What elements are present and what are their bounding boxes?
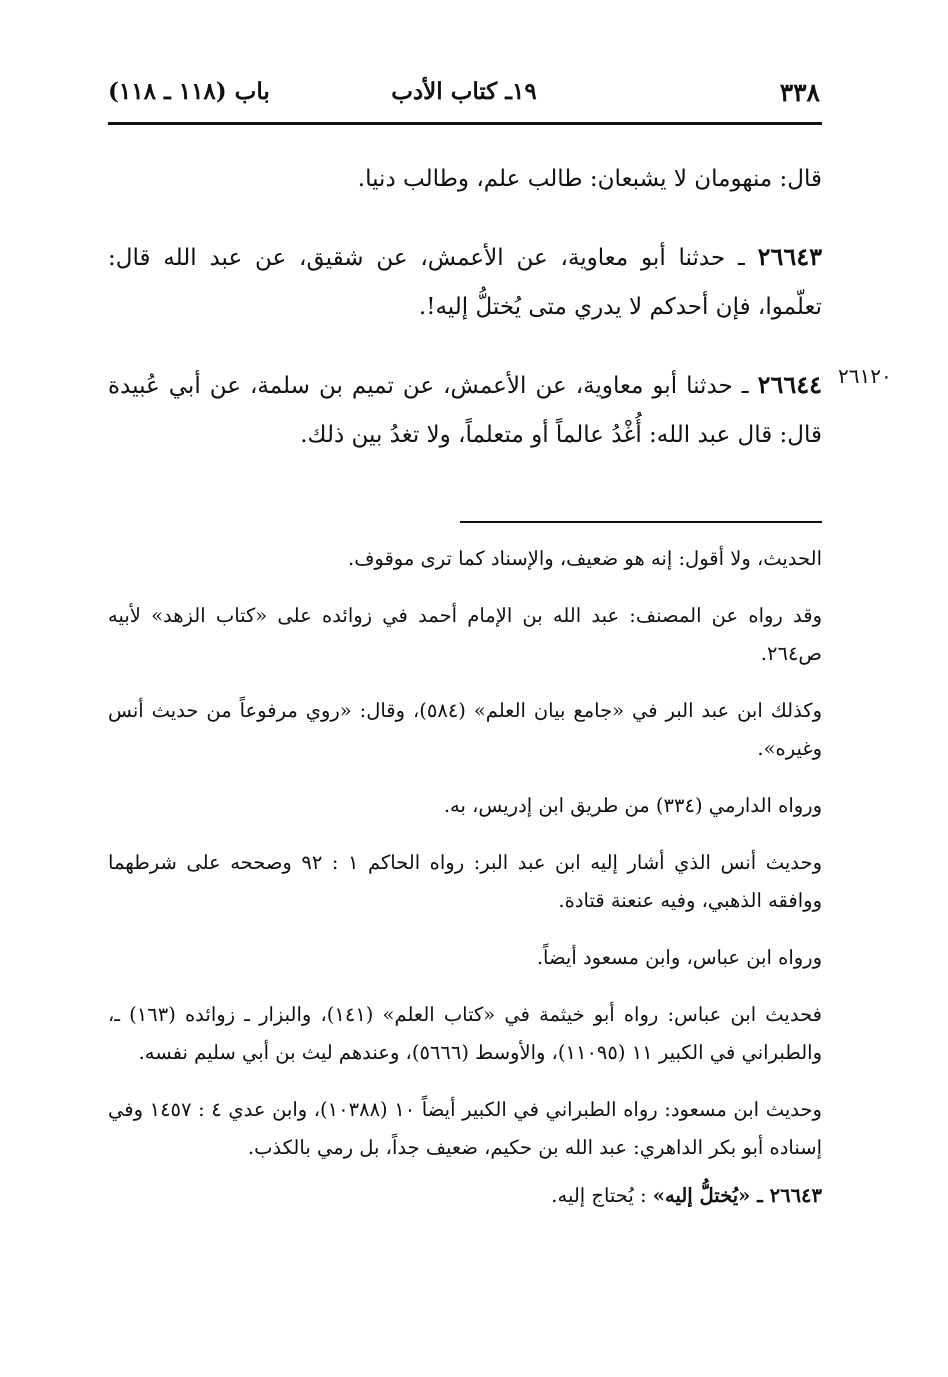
hadith-number: ٢٦٦٤٣ [757,242,823,271]
hadith-text: ـ حدثنا أبو معاوية، عن الأعمش، عن تميم بن سلمة، عن أبي عُبيدة قال: قال عبد الله: أُغْدُ عالماً أو متعلماً، ولا تغدُ بين ذلك. [108,373,822,448]
paragraph-intro [108,155,822,204]
hadith-number: ٢٦٦٤٤ [757,370,823,399]
margin-reference-number: ٢٦١٢٠ [838,364,892,388]
page-number: ٣٣٨ [779,78,820,107]
chapter-label: باب (١١٨ ـ ١١٨) [108,78,270,105]
text-line: قال: منهومان لا يشبعان: طالب علم، وطالب دنيا. [357,166,822,192]
page-header [108,78,820,118]
footnote-paragraph: الحديث، ولا أقول: إنه هو ضعيف، والإسناد كما ترى موقوف. [348,547,822,570]
footnote-paragraph: وكذلك ابن عبد البر في «جامع بيان العلم» (٥٨٤)، وقال: «روي مرفوعاً من حديث أنس وغيره». [108,699,823,760]
footnote-gloss [108,1177,822,1215]
footnote-paragraph: ورواه ابن عباس، وابن مسعود أيضاً. [536,946,822,969]
footnote-separator [460,521,822,523]
book-title: ١٩ـ كتاب الأدب [391,78,537,105]
gloss-definition: : يُحتاج إليه. [551,1184,647,1207]
footnote-paragraph: فحديث ابن عباس: رواه أبو خيثمة في «كتاب العلم» (١٤١)، والبزار ـ زوائده (١٦٣) ـ، والطبراني في الكبير ١١ (١١٠٩٥)، والأوسط (٥٦٦٦)، وعندهم ليث بن أبي سليم نفسه. [108,1003,822,1064]
hadith-26644 [108,360,822,460]
gloss-term: ٢٦٦٤٣ ـ «يُختلُّ إليه» [652,1184,822,1207]
footnote-paragraph: ورواه الدارمي (٣٣٤) من طريق ابن إدريس، به. [443,794,822,817]
hadith-26643 [108,232,822,332]
footnotes [108,540,822,1234]
footnote-paragraph: وحديث أنس الذي أشار إليه ابن عبد البر: رواه الحاكم ١ : ٩٢ وصححه على شرطهما ووافقه الذهبي، وفيه عنعنة قتادة. [108,851,823,912]
header-rule [108,122,822,125]
footnote-paragraph: وحديث ابن مسعود: رواه الطبراني في الكبير أيضاً ١٠ (١٠٣٨٨)، وابن عدي ٤ : ١٤٥٧ وفي إسناده أبو بكر الداهري: عبد الله بن حكيم، ضعيف جداً، بل رمي بالكذب. [108,1098,822,1159]
hadith-text: ـ حدثنا أبو معاوية، عن الأعمش، عن شقيق، عن عبد الله قال: تعلّموا، فإن أحدكم لا يدري متى يُختلُّ إليه!. [108,245,822,320]
footnote-paragraph: وقد رواه عن المصنف: عبد الله بن الإمام أحمد في زوائده على «كتاب الزهد» لأبيه ص٢٦٤. [108,604,822,665]
